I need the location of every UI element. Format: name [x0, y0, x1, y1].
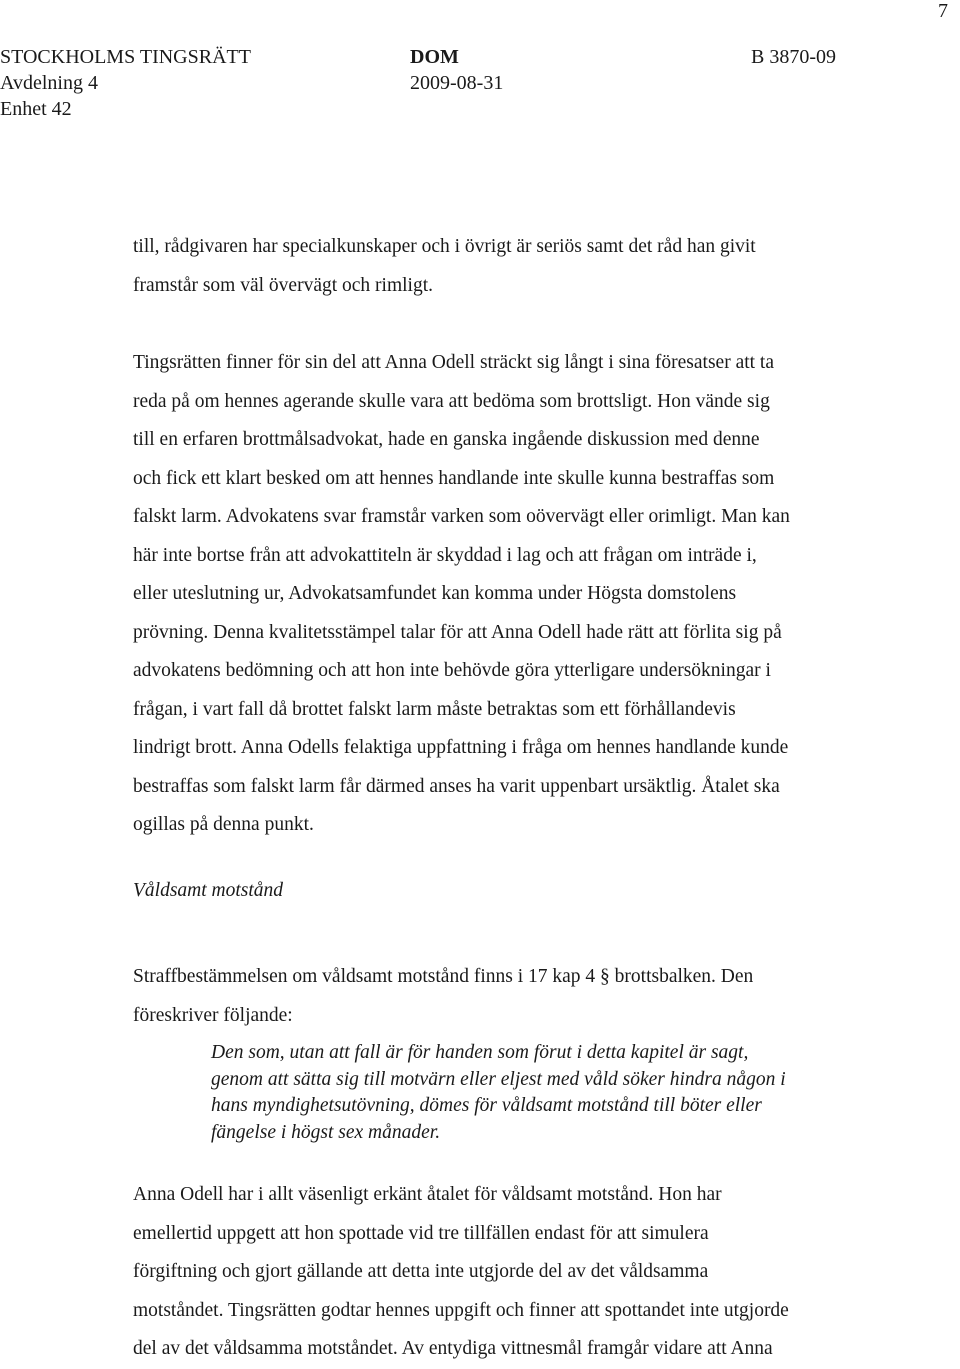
- text-line: bestraffas som falskt larm får därmed anses ha varit uppenbart ursäktlig. Åtalet ska: [133, 775, 780, 797]
- text-line: del av det våldsamma motståndet. Av entydiga vittnesmål framgår vidare att Anna: [133, 1338, 773, 1359]
- page-number: 7: [938, 0, 948, 22]
- text-line: advokatens bedömning och att hon inte behövde göra ytterligare undersökningar i: [133, 660, 771, 681]
- text-line: till, rådgivaren har specialkunskaper och i övrigt är seriös samt det råd han givit: [133, 236, 756, 257]
- text-line: Anna Odell har i allt väsenligt erkänt åtalet för våldsamt motstånd. Hon har: [133, 1184, 722, 1205]
- text-line: förgiftning och gjort gällande att detta inte utgjorde del av det våldsamma: [133, 1261, 709, 1282]
- text-line: här inte bortse från att advokattiteln är skyddad i lag och att frågan om inträde i,: [133, 544, 757, 566]
- quote-line: fängelse i högst sex månader.: [211, 1121, 441, 1143]
- division-label: Avdelning 4: [0, 72, 98, 94]
- text-line: falskt larm. Advokatens svar framstår varken som oövervägt eller orimligt. Man kan: [133, 506, 790, 527]
- text-line: eller uteslutning ur, Advokatsamfundet kan komma under Högsta domstolens: [133, 583, 737, 604]
- paragraph-4: [133, 1176, 893, 1369]
- text-line: frågan, i vart fall då brottet falskt larm måste betraktas som ett förhållandevis: [133, 698, 736, 720]
- text-line: och fick ett klart besked om att hennes handlande inte skulle kunna bestraffas som: [133, 467, 775, 489]
- court-name: STOCKHOLMS TINGSRÄTT: [0, 46, 251, 68]
- text-line: Tingsrätten finner för sin del att Anna Odell sträckt sig långt i sina föresatser att ta: [133, 352, 775, 373]
- section-heading: Våldsamt motstånd: [133, 880, 284, 901]
- document-header-middle: [410, 44, 503, 96]
- text-line: Straffbestämmelsen om våldsamt motstånd finns i 17 kap 4 § brottsbalken. Den: [133, 966, 754, 987]
- quote-line: Den som, utan att fall är för handen som förut i detta kapitel är sagt,: [211, 1042, 749, 1063]
- document-header-left: [0, 44, 251, 122]
- text-line: till en erfaren brottmålsadvokat, hade en ganska ingående diskussion med denne: [133, 429, 760, 450]
- document-date: 2009-08-31: [410, 72, 504, 94]
- text-line: föreskriver följande:: [133, 1004, 293, 1026]
- text-line: reda på om hennes agerande skulle vara att bedöma som brottsligt. Hon vände sig: [133, 390, 770, 412]
- paragraph-2: [133, 344, 893, 845]
- text-line: emellertid uppgett att hon spottade vid tre tillfällen endast för att simulera: [133, 1222, 709, 1244]
- quote-line: genom att sätta sig till motvärn eller eljest med våld söker hindra någon i: [211, 1068, 786, 1090]
- unit-label: Enhet 42: [0, 98, 72, 120]
- paragraph-1: [133, 228, 893, 305]
- statute-quote: [211, 1040, 786, 1146]
- text-line: framstår som väl övervägt och rimligt.: [133, 274, 434, 296]
- paragraph-3: [133, 958, 893, 1035]
- case-number: B 3870-09: [751, 46, 836, 68]
- text-line: lindrigt brott. Anna Odells felaktiga uppfattning i fråga om hennes handlande kunde: [133, 737, 789, 758]
- quote-line: hans myndighetsutövning, dömes för våldsamt motstånd till böter eller: [211, 1095, 762, 1116]
- text-line: motståndet. Tingsrätten godtar hennes uppgift och finner att spottandet inte utgjorde: [133, 1299, 789, 1321]
- document-type: DOM: [410, 46, 459, 68]
- text-line: ogillas på denna punkt.: [133, 814, 314, 835]
- text-line: prövning. Denna kvalitetsstämpel talar för att Anna Odell hade rätt att förlita sig på: [133, 621, 782, 643]
